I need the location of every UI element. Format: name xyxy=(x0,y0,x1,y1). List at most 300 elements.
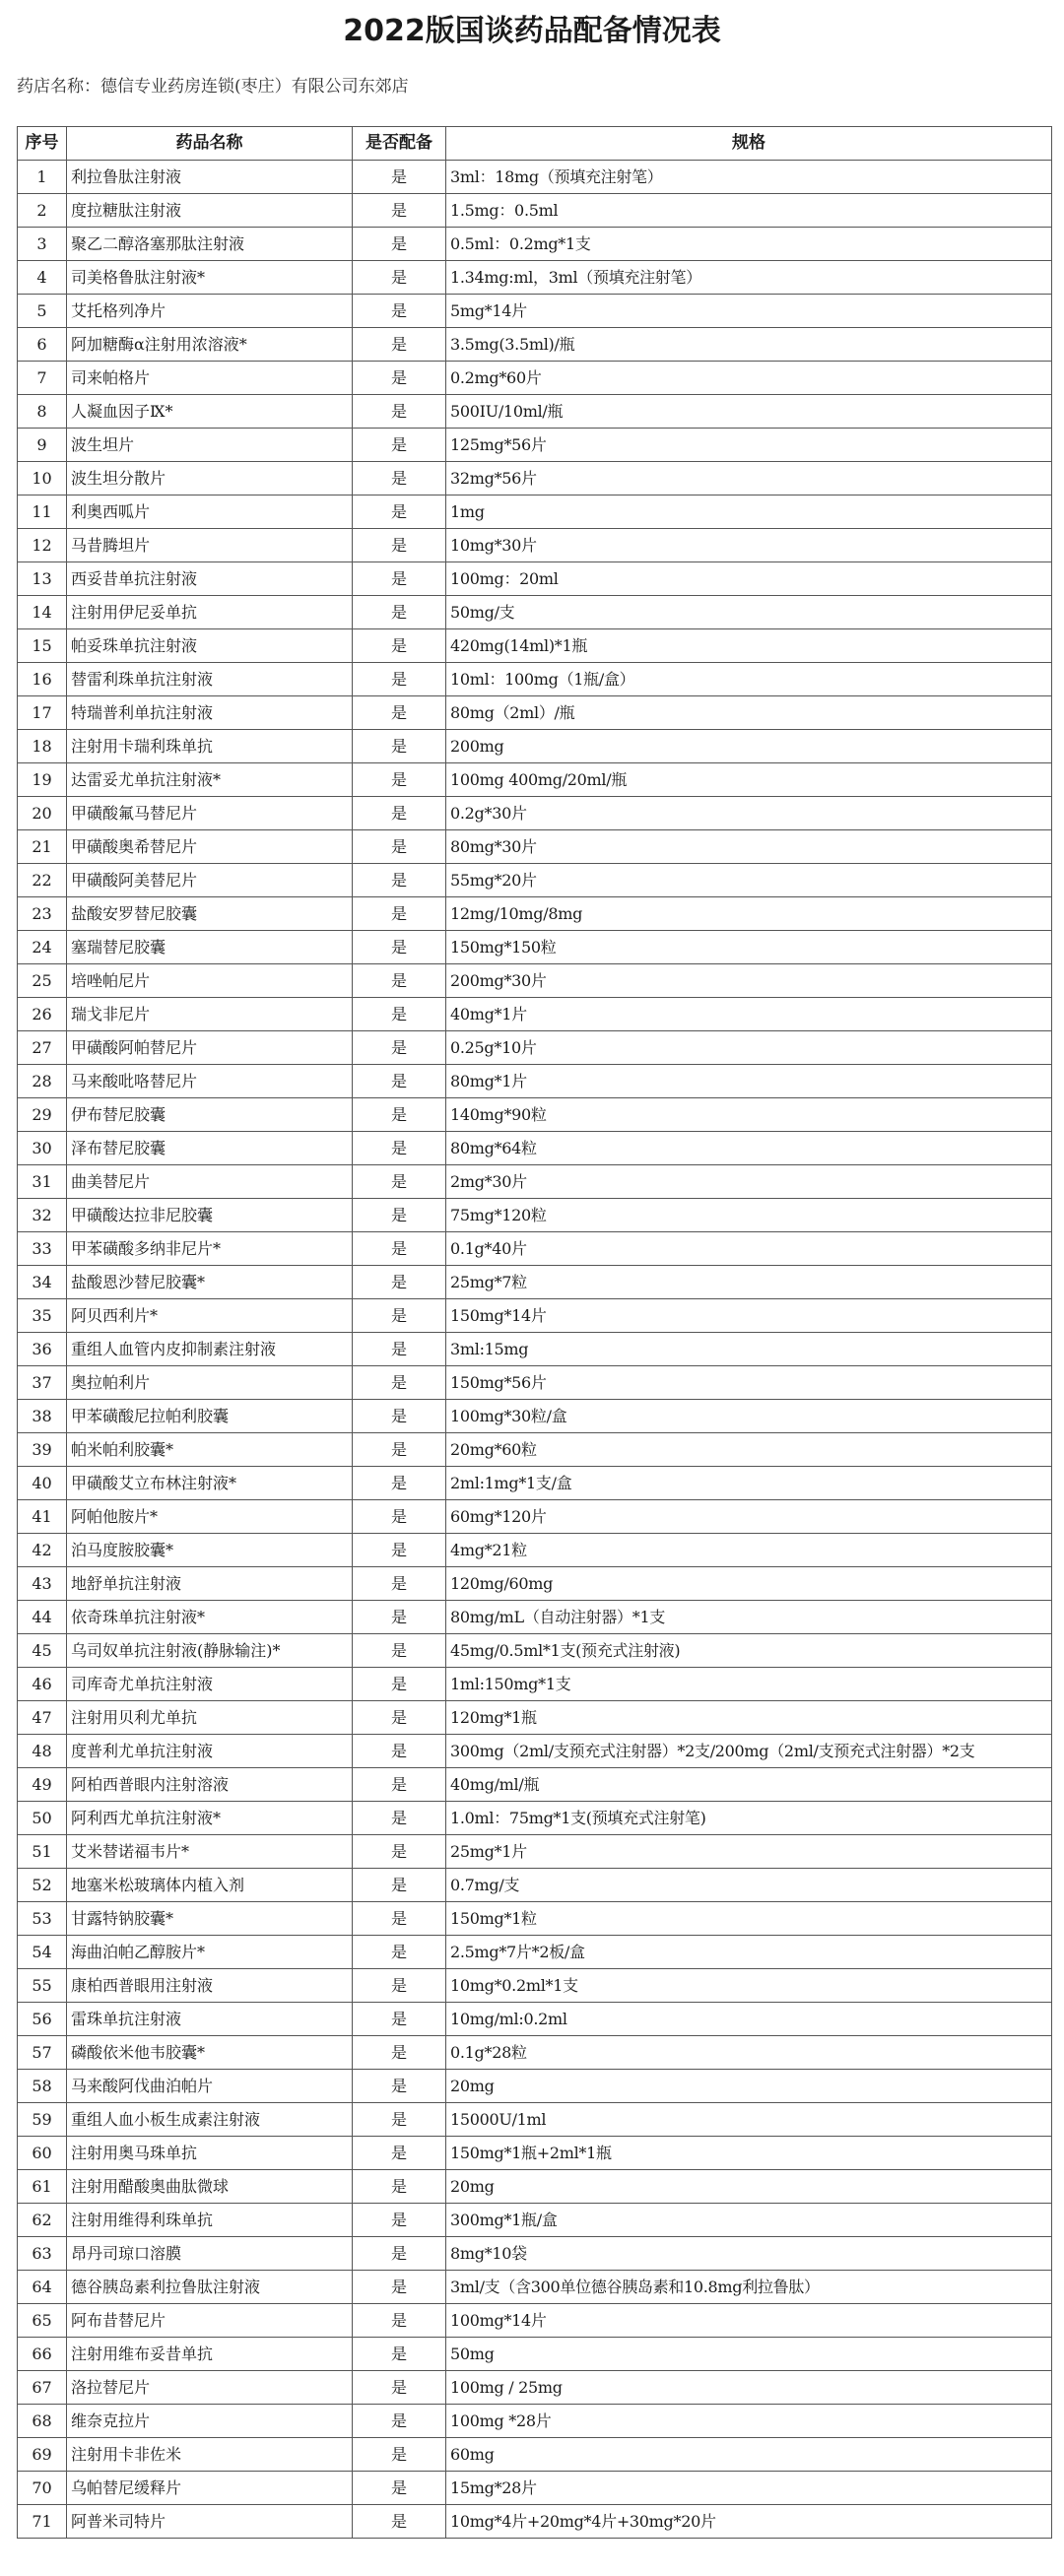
stocked-flag: 是 xyxy=(353,1500,446,1534)
drug-name: 注射用奥马珠单抗 xyxy=(67,2137,353,2170)
drug-spec: 3ml：18mg（预填充注射笔） xyxy=(446,161,1052,194)
stocked-flag: 是 xyxy=(353,1366,446,1400)
stocked-flag: 是 xyxy=(353,1567,446,1601)
drug-spec: 120mg*1瓶 xyxy=(446,1701,1052,1735)
drug-spec: 420mg(14ml)*1瓶 xyxy=(446,629,1052,663)
row-index: 61 xyxy=(18,2170,67,2204)
drug-name: 阿利西尤单抗注射液* xyxy=(67,1802,353,1835)
stocked-flag: 是 xyxy=(353,2036,446,2070)
row-index: 11 xyxy=(18,495,67,529)
table-row xyxy=(18,1232,1052,1266)
drug-spec: 5mg*14片 xyxy=(446,295,1052,328)
drug-spec: 0.25g*10片 xyxy=(446,1031,1052,1065)
table-row xyxy=(18,1031,1052,1065)
drug-name: 注射用卡瑞利珠单抗 xyxy=(67,730,353,763)
drug-name: 人凝血因子Ⅸ* xyxy=(67,395,353,429)
header-stocked: 是否配备 xyxy=(353,127,446,161)
stocked-flag: 是 xyxy=(353,161,446,194)
drug-name: 特瑞普利单抗注射液 xyxy=(67,696,353,730)
table-row xyxy=(18,1299,1052,1333)
row-index: 42 xyxy=(18,1534,67,1567)
table-row xyxy=(18,1768,1052,1802)
table-row xyxy=(18,964,1052,998)
stocked-flag: 是 xyxy=(353,1969,446,2003)
table-row xyxy=(18,931,1052,964)
stocked-flag: 是 xyxy=(353,931,446,964)
stocked-flag: 是 xyxy=(353,2371,446,2405)
drug-spec: 80mg*1片 xyxy=(446,1065,1052,1098)
table-row xyxy=(18,1701,1052,1735)
drug-spec: 10mg*4片+20mg*4片+30mg*20片 xyxy=(446,2505,1052,2539)
table-row xyxy=(18,2371,1052,2405)
drug-spec: 1.5mg：0.5ml xyxy=(446,194,1052,228)
stocked-flag: 是 xyxy=(353,897,446,931)
drug-spec: 10mg*30片 xyxy=(446,529,1052,562)
row-index: 55 xyxy=(18,1969,67,2003)
row-index: 23 xyxy=(18,897,67,931)
stocked-flag: 是 xyxy=(353,395,446,429)
stocked-flag: 是 xyxy=(353,1668,446,1701)
row-index: 65 xyxy=(18,2304,67,2338)
drug-name: 阿加糖酶α注射用浓溶液* xyxy=(67,328,353,362)
drug-name: 塞瑞替尼胶囊 xyxy=(67,931,353,964)
table-row xyxy=(18,998,1052,1031)
table-row xyxy=(18,1433,1052,1467)
drug-name: 注射用醋酸奥曲肽微球 xyxy=(67,2170,353,2204)
drug-name: 盐酸安罗替尼胶囊 xyxy=(67,897,353,931)
table-row xyxy=(18,1634,1052,1668)
stocked-flag: 是 xyxy=(353,1902,446,1936)
row-index: 3 xyxy=(18,228,67,261)
stocked-flag: 是 xyxy=(353,362,446,395)
row-index: 25 xyxy=(18,964,67,998)
page-title: 2022版国谈药品配备情况表 xyxy=(343,14,721,48)
row-index: 49 xyxy=(18,1768,67,1802)
row-index: 45 xyxy=(18,1634,67,1668)
drug-spec: 3ml/支（含300单位德谷胰岛素和10.8mg利拉鲁肽） xyxy=(446,2271,1052,2304)
row-index: 31 xyxy=(18,1165,67,1199)
drug-name: 甲磺酸阿帕替尼片 xyxy=(67,1031,353,1065)
table-row xyxy=(18,1467,1052,1500)
row-index: 35 xyxy=(18,1299,67,1333)
table-row xyxy=(18,797,1052,830)
table-row xyxy=(18,328,1052,362)
drug-spec: 100mg*14片 xyxy=(446,2304,1052,2338)
drug-name: 地塞米松玻璃体内植入剂 xyxy=(67,1869,353,1902)
row-index: 16 xyxy=(18,663,67,696)
drug-spec: 140mg*90粒 xyxy=(446,1098,1052,1132)
table-row xyxy=(18,2003,1052,2036)
row-index: 44 xyxy=(18,1601,67,1634)
drug-spec: 200mg xyxy=(446,730,1052,763)
stocked-flag: 是 xyxy=(353,495,446,529)
row-index: 6 xyxy=(18,328,67,362)
drug-name: 培唑帕尼片 xyxy=(67,964,353,998)
drug-name: 达雷妥尤单抗注射液* xyxy=(67,763,353,797)
table-row xyxy=(18,1969,1052,2003)
row-index: 7 xyxy=(18,362,67,395)
table-row xyxy=(18,161,1052,194)
row-index: 56 xyxy=(18,2003,67,2036)
table-row xyxy=(18,2070,1052,2103)
row-index: 18 xyxy=(18,730,67,763)
drug-spec: 10mg*0.2ml*1支 xyxy=(446,1969,1052,2003)
table-row xyxy=(18,462,1052,495)
drug-spec: 75mg*120粒 xyxy=(446,1199,1052,1232)
stocked-flag: 是 xyxy=(353,1601,446,1634)
table-row xyxy=(18,2338,1052,2371)
row-index: 9 xyxy=(18,429,67,462)
stocked-flag: 是 xyxy=(353,596,446,629)
drug-spec: 0.1g*40片 xyxy=(446,1232,1052,1266)
row-index: 8 xyxy=(18,395,67,429)
drug-spec: 20mg xyxy=(446,2070,1052,2103)
drug-name: 甲苯磺酸多纳非尼片* xyxy=(67,1232,353,1266)
drug-name: 利奥西呱片 xyxy=(67,495,353,529)
drug-spec: 100mg：20ml xyxy=(446,562,1052,596)
stocked-flag: 是 xyxy=(353,228,446,261)
drug-spec: 0.2mg*60片 xyxy=(446,362,1052,395)
drug-name: 司库奇尤单抗注射液 xyxy=(67,1668,353,1701)
stocked-flag: 是 xyxy=(353,2405,446,2438)
table-row xyxy=(18,1668,1052,1701)
table-row xyxy=(18,1165,1052,1199)
drug-name: 注射用维得利珠单抗 xyxy=(67,2204,353,2237)
row-index: 47 xyxy=(18,1701,67,1735)
drug-name: 泽布替尼胶囊 xyxy=(67,1132,353,1165)
drug-spec: 120mg/60mg xyxy=(446,1567,1052,1601)
table-row xyxy=(18,1132,1052,1165)
row-index: 14 xyxy=(18,596,67,629)
table-row xyxy=(18,429,1052,462)
table-row xyxy=(18,1266,1052,1299)
table-row xyxy=(18,1735,1052,1768)
drug-name: 司美格鲁肽注射液* xyxy=(67,261,353,295)
drug-name: 利拉鲁肽注射液 xyxy=(67,161,353,194)
drug-name: 马来酸吡咯替尼片 xyxy=(67,1065,353,1098)
row-index: 26 xyxy=(18,998,67,1031)
drug-name: 磷酸依米他韦胶囊* xyxy=(67,2036,353,2070)
store-name: 药店名称：德信专业药房连锁(枣庄）有限公司东郊店 xyxy=(17,77,409,97)
row-index: 70 xyxy=(18,2472,67,2505)
table-row xyxy=(18,295,1052,328)
row-index: 62 xyxy=(18,2204,67,2237)
stocked-flag: 是 xyxy=(353,864,446,897)
drug-spec: 80mg*64粒 xyxy=(446,1132,1052,1165)
drug-spec: 1.34mg:ml，3ml（预填充注射笔） xyxy=(446,261,1052,295)
drug-spec: 2.5mg*7片*2板/盒 xyxy=(446,1936,1052,1969)
drug-spec: 2mg*30片 xyxy=(446,1165,1052,1199)
drug-spec: 20mg*60粒 xyxy=(446,1433,1052,1467)
drug-name: 注射用维布妥昔单抗 xyxy=(67,2338,353,2371)
row-index: 33 xyxy=(18,1232,67,1266)
drug-name: 乌帕替尼缓释片 xyxy=(67,2472,353,2505)
table-row xyxy=(18,1902,1052,1936)
table-row xyxy=(18,562,1052,596)
stocked-flag: 是 xyxy=(353,1065,446,1098)
row-index: 67 xyxy=(18,2371,67,2405)
drug-name: 马来酸阿伐曲泊帕片 xyxy=(67,2070,353,2103)
drug-name: 乌司奴单抗注射液(静脉输注)* xyxy=(67,1634,353,1668)
stocked-flag: 是 xyxy=(353,1936,446,1969)
drug-name: 西妥昔单抗注射液 xyxy=(67,562,353,596)
row-index: 15 xyxy=(18,629,67,663)
drug-name: 度普利尤单抗注射液 xyxy=(67,1735,353,1768)
drug-spec: 150mg*14片 xyxy=(446,1299,1052,1333)
drug-spec: 15000U/1ml xyxy=(446,2103,1052,2137)
stocked-flag: 是 xyxy=(353,797,446,830)
stocked-flag: 是 xyxy=(353,2070,446,2103)
table-row xyxy=(18,1500,1052,1534)
row-index: 28 xyxy=(18,1065,67,1098)
stocked-flag: 是 xyxy=(353,730,446,763)
drug-name: 奥拉帕利片 xyxy=(67,1366,353,1400)
drug-spec: 100mg*30粒/盒 xyxy=(446,1400,1052,1433)
drug-spec: 8mg*10袋 xyxy=(446,2237,1052,2271)
stocked-flag: 是 xyxy=(353,462,446,495)
drug-spec: 32mg*56片 xyxy=(446,462,1052,495)
drug-name: 康柏西普眼用注射液 xyxy=(67,1969,353,2003)
table-row xyxy=(18,2036,1052,2070)
row-index: 50 xyxy=(18,1802,67,1835)
drug-name: 阿布昔替尼片 xyxy=(67,2304,353,2338)
drug-spec: 50mg/支 xyxy=(446,596,1052,629)
row-index: 64 xyxy=(18,2271,67,2304)
drug-spec: 25mg*1片 xyxy=(446,1835,1052,1869)
stocked-flag: 是 xyxy=(353,1534,446,1567)
stocked-flag: 是 xyxy=(353,1266,446,1299)
table-row xyxy=(18,1567,1052,1601)
table-row xyxy=(18,696,1052,730)
table-row xyxy=(18,1065,1052,1098)
drug-spec: 55mg*20片 xyxy=(446,864,1052,897)
stocked-flag: 是 xyxy=(353,1869,446,1902)
row-index: 66 xyxy=(18,2338,67,2371)
drug-name: 甲苯磺酸尼拉帕利胶囊 xyxy=(67,1400,353,1433)
drug-spec: 80mg/mL（自动注射器）*1支 xyxy=(446,1601,1052,1634)
stocked-flag: 是 xyxy=(353,998,446,1031)
drug-name: 替雷利珠单抗注射液 xyxy=(67,663,353,696)
drug-name: 雷珠单抗注射液 xyxy=(67,2003,353,2036)
drug-name: 甲磺酸阿美替尼片 xyxy=(67,864,353,897)
row-index: 60 xyxy=(18,2137,67,2170)
row-index: 69 xyxy=(18,2438,67,2472)
header-drug-name: 药品名称 xyxy=(67,127,353,161)
drug-name: 阿帕他胺片* xyxy=(67,1500,353,1534)
drug-name: 重组人血管内皮抑制素注射液 xyxy=(67,1333,353,1366)
stocked-flag: 是 xyxy=(353,629,446,663)
row-index: 46 xyxy=(18,1668,67,1701)
drug-name: 德谷胰岛素利拉鲁肽注射液 xyxy=(67,2271,353,2304)
table-row xyxy=(18,2304,1052,2338)
drug-spec: 125mg*56片 xyxy=(446,429,1052,462)
drug-spec: 60mg*120片 xyxy=(446,1500,1052,1534)
table-row xyxy=(18,1098,1052,1132)
drug-name: 波生坦分散片 xyxy=(67,462,353,495)
row-index: 10 xyxy=(18,462,67,495)
row-index: 51 xyxy=(18,1835,67,1869)
row-index: 48 xyxy=(18,1735,67,1768)
table-row xyxy=(18,1869,1052,1902)
table-row xyxy=(18,362,1052,395)
drug-spec: 0.2g*30片 xyxy=(446,797,1052,830)
drug-name: 阿普米司特片 xyxy=(67,2505,353,2539)
row-index: 13 xyxy=(18,562,67,596)
drug-spec: 2ml:1mg*1支/盒 xyxy=(446,1467,1052,1500)
table-row xyxy=(18,763,1052,797)
stocked-flag: 是 xyxy=(353,194,446,228)
stocked-flag: 是 xyxy=(353,2505,446,2539)
stocked-flag: 是 xyxy=(353,696,446,730)
drug-spec: 3ml:15mg xyxy=(446,1333,1052,1366)
stocked-flag: 是 xyxy=(353,562,446,596)
drug-name: 甲磺酸艾立布林注射液* xyxy=(67,1467,353,1500)
drug-spec: 40mg/ml/瓶 xyxy=(446,1768,1052,1802)
table-row xyxy=(18,864,1052,897)
drug-name: 艾托格列净片 xyxy=(67,295,353,328)
table-header-row xyxy=(18,127,1052,161)
table-row xyxy=(18,2271,1052,2304)
stocked-flag: 是 xyxy=(353,1634,446,1668)
drug-spec: 1mg xyxy=(446,495,1052,529)
table-row xyxy=(18,495,1052,529)
drug-name: 盐酸恩沙替尼胶囊* xyxy=(67,1266,353,1299)
row-index: 37 xyxy=(18,1366,67,1400)
stocked-flag: 是 xyxy=(353,1299,446,1333)
drug-spec: 25mg*7粒 xyxy=(446,1266,1052,1299)
stocked-flag: 是 xyxy=(353,1232,446,1266)
drug-spec: 80mg（2ml）/瓶 xyxy=(446,696,1052,730)
drug-spec: 10ml：100mg（1瓶/盒） xyxy=(446,663,1052,696)
table-row xyxy=(18,663,1052,696)
drug-spec: 100mg 400mg/20ml/瓶 xyxy=(446,763,1052,797)
drug-spec: 150mg*56片 xyxy=(446,1366,1052,1400)
drug-name: 帕米帕利胶囊* xyxy=(67,1433,353,1467)
stocked-flag: 是 xyxy=(353,1333,446,1366)
stocked-flag: 是 xyxy=(353,2304,446,2338)
drug-spec: 150mg*1粒 xyxy=(446,1902,1052,1936)
row-index: 71 xyxy=(18,2505,67,2539)
drug-name: 曲美替尼片 xyxy=(67,1165,353,1199)
stocked-flag: 是 xyxy=(353,261,446,295)
header-index: 序号 xyxy=(18,127,67,161)
drug-spec: 500IU/10ml/瓶 xyxy=(446,395,1052,429)
row-index: 1 xyxy=(18,161,67,194)
table-row xyxy=(18,1802,1052,1835)
drug-spec: 45mg/0.5ml*1支(预充式注射液) xyxy=(446,1634,1052,1668)
drug-table xyxy=(17,126,1052,2539)
table-row xyxy=(18,1366,1052,1400)
row-index: 2 xyxy=(18,194,67,228)
table-row xyxy=(18,1936,1052,1969)
row-index: 30 xyxy=(18,1132,67,1165)
row-index: 53 xyxy=(18,1902,67,1936)
row-index: 4 xyxy=(18,261,67,295)
stocked-flag: 是 xyxy=(353,663,446,696)
stocked-flag: 是 xyxy=(353,529,446,562)
drug-spec: 0.1g*28粒 xyxy=(446,2036,1052,2070)
stocked-flag: 是 xyxy=(353,964,446,998)
stocked-flag: 是 xyxy=(353,763,446,797)
drug-spec: 40mg*1片 xyxy=(446,998,1052,1031)
row-index: 57 xyxy=(18,2036,67,2070)
drug-name: 甲磺酸达拉非尼胶囊 xyxy=(67,1199,353,1232)
drug-name: 阿柏西普眼内注射溶液 xyxy=(67,1768,353,1802)
stocked-flag: 是 xyxy=(353,1835,446,1869)
stocked-flag: 是 xyxy=(353,2204,446,2237)
drug-spec: 15mg*28片 xyxy=(446,2472,1052,2505)
drug-name: 瑞戈非尼片 xyxy=(67,998,353,1031)
table-row xyxy=(18,1534,1052,1567)
row-index: 43 xyxy=(18,1567,67,1601)
stocked-flag: 是 xyxy=(353,2170,446,2204)
drug-name: 注射用伊尼妥单抗 xyxy=(67,596,353,629)
stocked-flag: 是 xyxy=(353,2103,446,2137)
drug-spec: 4mg*21粒 xyxy=(446,1534,1052,1567)
table-row xyxy=(18,2505,1052,2539)
drug-spec: 0.5ml：0.2mg*1支 xyxy=(446,228,1052,261)
row-index: 39 xyxy=(18,1433,67,1467)
row-index: 19 xyxy=(18,763,67,797)
drug-name: 维奈克拉片 xyxy=(67,2405,353,2438)
table-row xyxy=(18,2237,1052,2271)
drug-name: 帕妥珠单抗注射液 xyxy=(67,629,353,663)
stocked-flag: 是 xyxy=(353,295,446,328)
row-index: 59 xyxy=(18,2103,67,2137)
drug-name: 重组人血小板生成素注射液 xyxy=(67,2103,353,2137)
drug-spec: 300mg（2ml/支预充式注射器）*2支/200mg（2ml/支预充式注射器）*2支 xyxy=(446,1735,1052,1768)
stocked-flag: 是 xyxy=(353,2438,446,2472)
drug-spec: 1ml:150mg*1支 xyxy=(446,1668,1052,1701)
row-index: 41 xyxy=(18,1500,67,1534)
stocked-flag: 是 xyxy=(353,1701,446,1735)
drug-spec: 3.5mg(3.5ml)/瓶 xyxy=(446,328,1052,362)
stocked-flag: 是 xyxy=(353,429,446,462)
stocked-flag: 是 xyxy=(353,1433,446,1467)
table-row xyxy=(18,2204,1052,2237)
stocked-flag: 是 xyxy=(353,2271,446,2304)
row-index: 22 xyxy=(18,864,67,897)
row-index: 38 xyxy=(18,1400,67,1433)
table-body xyxy=(18,161,1052,2539)
drug-name: 阿贝西利片* xyxy=(67,1299,353,1333)
drug-name: 洛拉替尼片 xyxy=(67,2371,353,2405)
table-row xyxy=(18,1601,1052,1634)
row-index: 32 xyxy=(18,1199,67,1232)
row-index: 52 xyxy=(18,1869,67,1902)
stocked-flag: 是 xyxy=(353,1031,446,1065)
drug-spec: 10mg/ml:0.2ml xyxy=(446,2003,1052,2036)
row-index: 34 xyxy=(18,1266,67,1299)
table-row xyxy=(18,830,1052,864)
drug-name: 泊马度胺胶囊* xyxy=(67,1534,353,1567)
table-row xyxy=(18,194,1052,228)
row-index: 17 xyxy=(18,696,67,730)
drug-name: 甲磺酸氟马替尼片 xyxy=(67,797,353,830)
drug-name: 海曲泊帕乙醇胺片* xyxy=(67,1936,353,1969)
drug-spec: 1.0ml：75mg*1支(预填充式注射笔) xyxy=(446,1802,1052,1835)
row-index: 27 xyxy=(18,1031,67,1065)
drug-spec: 20mg xyxy=(446,2170,1052,2204)
drug-name: 地舒单抗注射液 xyxy=(67,1567,353,1601)
stocked-flag: 是 xyxy=(353,830,446,864)
row-index: 68 xyxy=(18,2405,67,2438)
stocked-flag: 是 xyxy=(353,1735,446,1768)
drug-name: 司来帕格片 xyxy=(67,362,353,395)
drug-spec: 300mg*1瓶/盒 xyxy=(446,2204,1052,2237)
row-index: 29 xyxy=(18,1098,67,1132)
drug-spec: 150mg*150粒 xyxy=(446,931,1052,964)
